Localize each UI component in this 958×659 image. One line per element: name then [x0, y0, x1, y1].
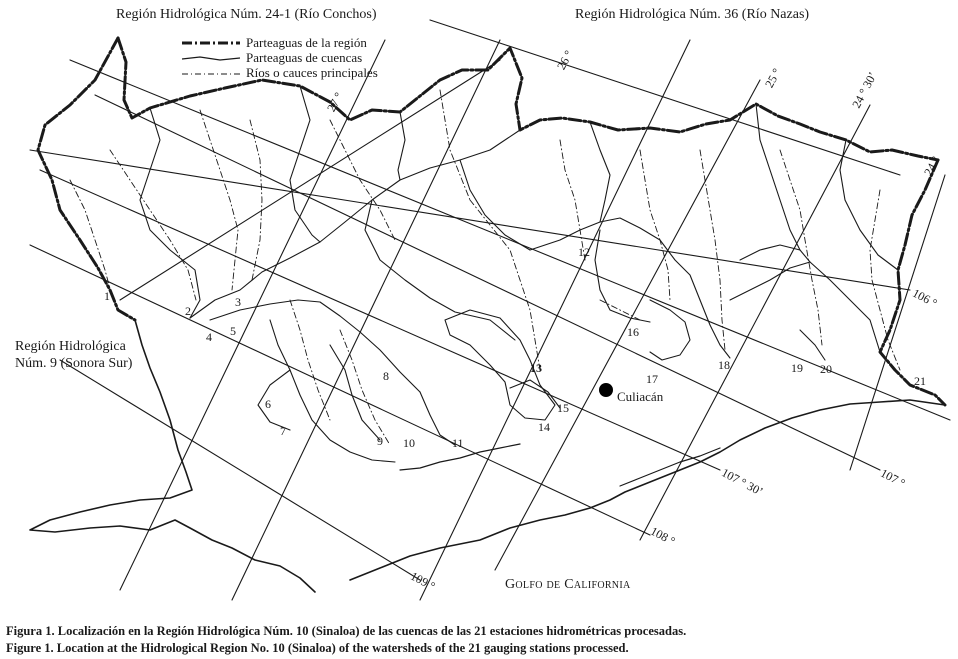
region-label-north: Región Hidrológica Núm. 24-1 (Río Conchos): [116, 7, 377, 22]
watershed-divides: [140, 86, 898, 462]
station-10: 10: [403, 436, 415, 450]
station-9: 9: [377, 434, 383, 448]
grid-line-109: [60, 360, 420, 580]
region-label-northeast: Región Hidrológica Núm. 36 (Río Nazas): [575, 7, 810, 22]
grid-label-108: 108 °: [648, 523, 678, 549]
grid-label-2430: 24 ° 30’: [849, 69, 880, 111]
grid-label-25: 25 °: [762, 65, 784, 91]
station-19: 19: [791, 361, 803, 375]
station-16: 16: [627, 325, 639, 339]
station-11: 11: [452, 436, 464, 450]
station-5: 5: [230, 324, 236, 338]
station-14: 14: [538, 420, 550, 434]
station-3: 3: [235, 295, 241, 309]
rivers: [70, 90, 900, 448]
grid-line-106: [30, 150, 910, 290]
station-15: 15: [557, 401, 569, 415]
graticule: [30, 20, 950, 600]
city-label: Culiacán: [617, 389, 664, 404]
region-label-west-1: Región Hidrológica: [15, 339, 126, 354]
caption-spanish: Figura 1. Localización en la Región Hidrológica Núm. 10 (Sinaloa) de las cuencas de las 21 estaciones hidrométricas procesadas.: [6, 624, 687, 638]
station-17: 17: [646, 372, 658, 386]
grid-line-24: [850, 175, 945, 470]
legend-lines: [182, 43, 240, 74]
grid-label-107: 107 °: [878, 465, 908, 491]
coastline-south: [350, 400, 945, 580]
station-1: 1: [104, 289, 110, 303]
region-boundary: [118, 35, 938, 160]
caption-english: Figure 1. Location at the Hidrological Region No. 10 (Sinaloa) of the watersheds of the 21 gauging stations processed.: [6, 641, 629, 655]
station-12: 12: [578, 245, 590, 259]
grid-label-26: 26 °: [554, 47, 576, 73]
grid-label-109: 109 °: [408, 568, 438, 594]
grid-line-27: [120, 40, 385, 590]
station-4: 4: [206, 330, 212, 344]
barrier-island: [620, 448, 720, 486]
grid-label-106: 106 °: [910, 285, 940, 311]
station-2: 2: [185, 304, 191, 318]
station-6: 6: [265, 397, 271, 411]
grid-line-mid: [70, 60, 950, 420]
grid-label-10730: 107 ° 30’: [719, 465, 766, 499]
culiacan-marker: [599, 383, 613, 397]
grid-line-10730: [40, 170, 720, 470]
legend-item-river: Ríos o cauces principales: [246, 65, 378, 80]
grid-line-left: [120, 60, 500, 300]
legend-item-region: Parteaguas de la región: [246, 35, 367, 50]
gulf-label: Golfo de California: [505, 577, 631, 592]
station-7: 7: [280, 424, 286, 438]
station-13: 13: [530, 361, 542, 375]
region-label-west-2: Núm. 9 (Sonora Sur): [15, 356, 133, 371]
region-boundary-east: [880, 160, 945, 405]
grid-label-27: 27 °: [324, 89, 346, 115]
grid-label-24: 24 °: [921, 153, 943, 179]
station-8: 8: [383, 369, 389, 383]
legend-line-basin: [182, 57, 240, 60]
station-20: 20: [820, 362, 832, 376]
legend-item-basin: Parteaguas de cuencas: [246, 50, 363, 65]
grid-line-top: [430, 20, 900, 175]
station-21: 21: [914, 374, 926, 388]
grid-line-25-a: [420, 40, 690, 600]
station-18: 18: [718, 358, 730, 372]
grid-line-26: [232, 40, 500, 600]
grid-line-2430: [640, 105, 870, 540]
grid-line-108: [30, 245, 650, 535]
